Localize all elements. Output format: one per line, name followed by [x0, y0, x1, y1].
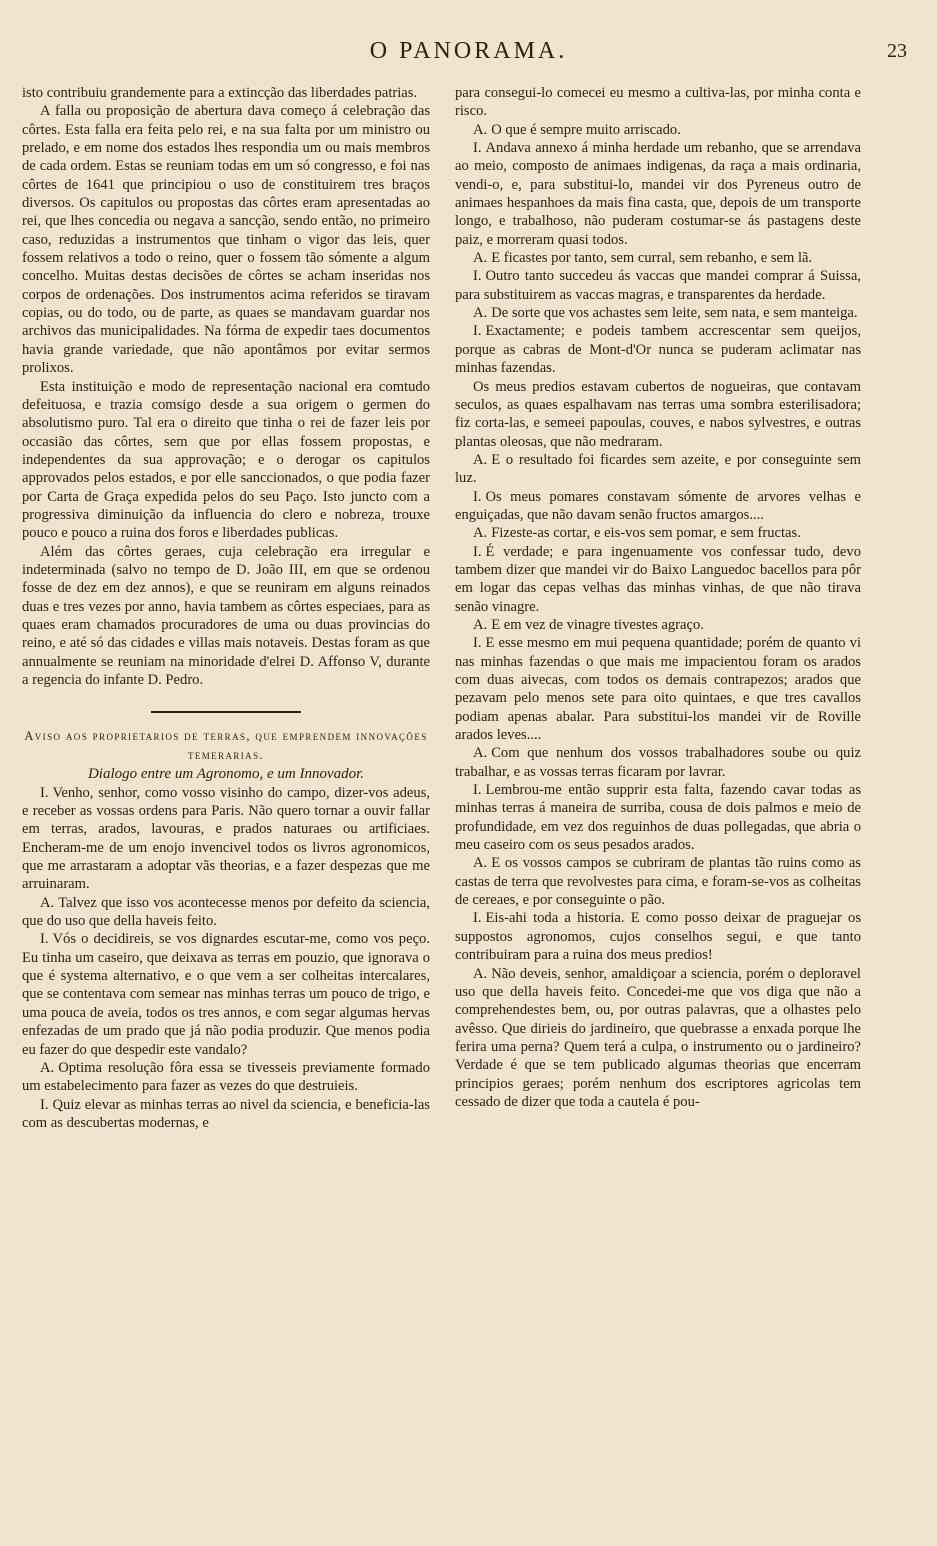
- dialogue-title: Dialogo entre um Agronomo, e um Innovador.: [87, 766, 365, 783]
- dialogue-text: Exactamente; e podeis tambem accrescentar sem queijos, porque as cabras de Mont-d'Or nunca se puderam aclimatar nas minhas fazendas.: [455, 323, 861, 377]
- dialogue-line: [22, 930, 430, 1058]
- speaker-label: I.: [473, 488, 482, 505]
- dialogue-line: [22, 1096, 430, 1133]
- dialogue-text: E ficastes por tanto, sem curral, sem rebanho, e sem lã.: [491, 250, 813, 267]
- speaker-label: A.: [473, 305, 488, 322]
- dialogue-text: Andava annexo á minha herdade um rebanho, que se arrendava ao meio, composto de animaes indigenas, da raça a mais ordinaria, vendi-o, e, para substitui-lo, mandei vir dos Pyreneus outro de animaes hespanhoes da mais fina casta, que, depois de um transporte longo, e trabalhoso, não puderam costumar-se ás pastagens deste paiz, e morreram quasi todos.: [455, 140, 861, 248]
- dialogue-line: [455, 543, 861, 616]
- speaker-label: A.: [473, 855, 488, 872]
- speaker-label: I.: [40, 1096, 49, 1113]
- speaker-label: A.: [40, 1059, 55, 1076]
- dialogue-line: [455, 267, 861, 304]
- dialogue-text: E o resultado foi ficardes sem azeite, e por conseguinte sem luz.: [455, 451, 861, 487]
- dialogue-line: [455, 965, 861, 1112]
- dialogue-line: [455, 524, 861, 542]
- dialogue-text: Com que nenhum dos vossos trabalhadores soube ou quiz trabalhar, e as vossas terras ficaram por lavrar.: [455, 745, 861, 780]
- dialogue-text: Vós o decidireis, se vos dignardes escutar-me, como vos peço. Eu tinha um caseiro, que deixava as terras em pouzio, que ignorava o que é systema alternativo, e o que vem a ser colheitas intercalares, que se contentava com semear nas minhas terras um pouco de trigo, e uma pouca de aveia, todos os tres annos, e com segar algumas hervas enfezadas de um prado que já não podia produzir. Que menos podia eu fazer do que despedir este vandalo?: [22, 931, 430, 1058]
- dialogue-line: [455, 322, 861, 377]
- dialogue-line: [455, 744, 861, 781]
- dialogue-text: O que é sempre muito arriscado.: [491, 121, 681, 138]
- dialogue-text: E esse mesmo em mui pequena quantidade; porém de quanto vi nas minhas fazendas o que mais me impacientou foram os arados com duas aivecas, com todos os demais contrapezos; arados que pezavam pelo menos sete para oito quintaes, e que tres cavallos podiam apenas abalar. Para substitui-los mandei vir de Roville arados leves....: [455, 635, 861, 744]
- dialogue-line: [455, 304, 861, 322]
- dialogue-text: para consegui-lo comecei eu mesmo a cultiva-las, por minha conta e risco.: [455, 85, 861, 120]
- speaker-label: I.: [473, 635, 482, 652]
- speaker-label: I.: [473, 910, 482, 927]
- dialogue-line: [22, 784, 430, 894]
- dialogue-line: [455, 451, 861, 488]
- dialogue-text: Os meus pomares constavam sómente de arvores velhas e enguiçadas, que não davam senão fructos amargos....: [455, 488, 861, 523]
- dialogue-line: [455, 781, 861, 854]
- dialogue-text: Optima resolução fôra essa se tivesseis previamente formado um estabelecimento para fazer as vezes do que destruieis.: [22, 1059, 430, 1095]
- dialogue-text: É verdade; e para ingenuamente vos confessar tudo, devo tambem dizer que mandei vir do Baixo Languedoc bacellos para pôr em logar das cepas velhas das minhas vinhas, de que não tirava senão vinagre.: [455, 543, 861, 615]
- dialogue-text: Lembrou-me então supprir esta falta, fazendo cavar todas as minhas terras á maneira de surriba, cousa de dois palmos e meio de profundidade, em vez dos reguinhos de duas pollegadas, que abria o meu caseiro com os seus pesados arados.: [455, 782, 861, 854]
- dialogue-text: Fizeste-as cortar, e eis-vos sem pomar, e sem fructas.: [491, 525, 801, 542]
- dialogue-line: [455, 488, 861, 525]
- speaker-label: I.: [40, 784, 49, 801]
- dialogue-text: Outro tanto succedeu ás vaccas que mandei comprar á Suissa, para substituirem as vaccas magras, e transparentes da herdade.: [455, 268, 861, 303]
- left-column: [22, 84, 430, 1132]
- section-title: Aviso aos proprietarios de terras, que emprendem innovações temerarias.: [24, 729, 428, 763]
- dialogue-line: [455, 378, 861, 451]
- dialogue-line: [455, 121, 861, 139]
- speaker-label: I.: [40, 931, 49, 948]
- speaker-label: A.: [473, 121, 488, 138]
- dialogue-line: [455, 634, 861, 744]
- dialogue-text: De sorte que vos achastes sem leite, sem nata, e sem manteiga.: [491, 305, 858, 322]
- paragraph: A falla ou proposição de abertura dava começo á celebração das côrtes. Esta falla era feita pelo rei, e na sua falta por um ministro ou prelado, e em nome dos estados lhes respondia um ou mais membros de cada ordem. Estas se reuniam todas em um só congresso, e foi nas côrtes de 1641 que principiou o uso de constituirem tres braços diversos. Os capitulos ou propostas das côrtes eram apresentadas ao rei, que lhes concedia ou negava a sancção, sendo então, no primeiro caso, reduzidas a instrumentos que tinham o vigor das leis, quer fossem relativos a todo o reino, quer o fossem tão sómente a algum concelho. Muitas destas decisões de côrtes se acham inseridas nos corpos de ordenações. Dos instrumentos acima referidos se tiravam copias, ou do todo, ou de parte, as quaes se mandavam guardar nos archivos das municipalidades. Na fórma de expedir taes documentos havia grande variedade, que não apontâmos por evitar sermos prolixos.: [22, 103, 430, 377]
- dialogue-text: Não deveis, senhor, amaldiçoar a sciencia, porém o deploravel uso que della haveis feito. Concedei-me que vos diga que não a comprehendestes bem, ou, por outras palavras, que a olhastes pelo avêsso. Que dirieis do jardineiro, que quebrasse a enxada porque lhe ferira uma perna? Quem terá a culpa, o instrumento ou o jardineiro? Verdade é que se tem publicado algumas theorias que encerram principios geraes; porém nenhum dos escriptores agricolas tem cessado de dizer que toda a cautela é pou-: [455, 965, 861, 1110]
- speaker-label: I.: [473, 323, 482, 340]
- dialogue-text: Venho, senhor, como vosso visinho do campo, dizer-vos adeus, e receber as vossas ordens para Paris. Não quero tornar a ouvir fallar em terras, arados, lavouras, e prados naturaes ou artificiaes. Encheram-me de um enojo invencivel todos os livros agronomicos, que me arrastaram a adoptar vãs theorias, e a fazer despezas que me arruinaram.: [22, 784, 430, 893]
- dialogue-line: [22, 1059, 430, 1096]
- speaker-label: I.: [473, 268, 482, 285]
- page-header: [22, 38, 915, 68]
- speaker-label: A.: [40, 894, 55, 911]
- dialogue-line: [455, 909, 861, 964]
- paragraph: Além das côrtes geraes, cuja celebração era irregular e indeterminada (salvo no tempo de D. João III, em que se ordenou fosse de dez em dez annos), e que se reuniram em alguns reinados duas e tres vezes por anno, havia tambem as côrtes especiaes, para as quaes eram chamados procuradores de uma ou duas provincias do reino, e até só das cidades e villas mais notaveis. Destas foram as que annualmente se reuniam na minoridade d'elrei D. Affonso V, durante a regencia do infante D. Pedro.: [22, 543, 430, 688]
- speaker-label: A.: [473, 525, 488, 542]
- dialogue-text: Eis-ahi toda a historia. E como posso deixar de praguejar os suppostos agronomos, cujos conselhos segui, e que tanto contribuiram para a ruina dos meus predios!: [455, 910, 861, 964]
- dialogue-line: [455, 854, 861, 909]
- dialogue-line: [22, 894, 430, 931]
- dialogue-text: Os meus predios estavam cubertos de nogueiras, que contavam seculos, as quaes espalhavam nas terras uma sombra esterilisadora; fiz corta-las, e semeei papoulas, couves, e nabos sylvestres, e outras plantas oleosas, que não medraram.: [455, 378, 861, 450]
- periodical-title: O PANORAMA.: [369, 38, 568, 64]
- speaker-label: I.: [473, 140, 482, 157]
- speaker-label: A.: [473, 451, 488, 468]
- speaker-label: A.: [473, 616, 488, 633]
- dialogue-line: [455, 249, 861, 267]
- dialogue-line: [455, 84, 861, 121]
- speaker-label: A.: [473, 965, 488, 982]
- dialogue-text: Talvez que isso vos acontecesse menos por defeito da sciencia, que do uso que della haveis feito.: [22, 894, 430, 930]
- dialogue-line: [455, 616, 861, 634]
- right-column: [455, 84, 861, 1111]
- dialogue-text: Quiz elevar as minhas terras ao nivel da sciencia, e beneficia-las com as descubertas modernas, e: [22, 1096, 430, 1131]
- dialogue-text: E os vossos campos se cubriram de plantas tão ruins como as castas de terra que revolvestes para cima, e foram-se-vos as colheitas de cereaes, e por conseguinte o pão.: [455, 855, 861, 909]
- paragraph: isto contribuiu grandemente para a extincção das liberdades patrias.: [22, 85, 418, 101]
- speaker-label: A.: [473, 250, 488, 267]
- dialogue-line: [455, 139, 861, 249]
- dialogue-text: E em vez de vinagre tivestes agraço.: [491, 616, 704, 633]
- section-divider: [151, 711, 301, 713]
- page-number: 23: [887, 40, 907, 62]
- speaker-label: A.: [473, 745, 488, 762]
- speaker-label: I.: [473, 782, 482, 799]
- paragraph: Esta instituição e modo de representação nacional era comtudo defeituosa, e trazia comsigo desde a sua origem o germen do absolutismo puro. Tal era o direito que tinha o rei de fazer leis por occasião das côrtes, sem que por ellas fossem propostas, e independentes da sua approvação; e o derogar os capitulos approvados pelos estados, e por elle sanccionados, o que podia fazer por Carta de Graça expedida pelos do seu Paço. Isto juncto com a progressiva diminuição da influencia do clero e nobreza, trouxe pouco e pouco a ruina dos foros e liberdades publicas.: [22, 378, 430, 542]
- speaker-label: I.: [473, 543, 482, 560]
